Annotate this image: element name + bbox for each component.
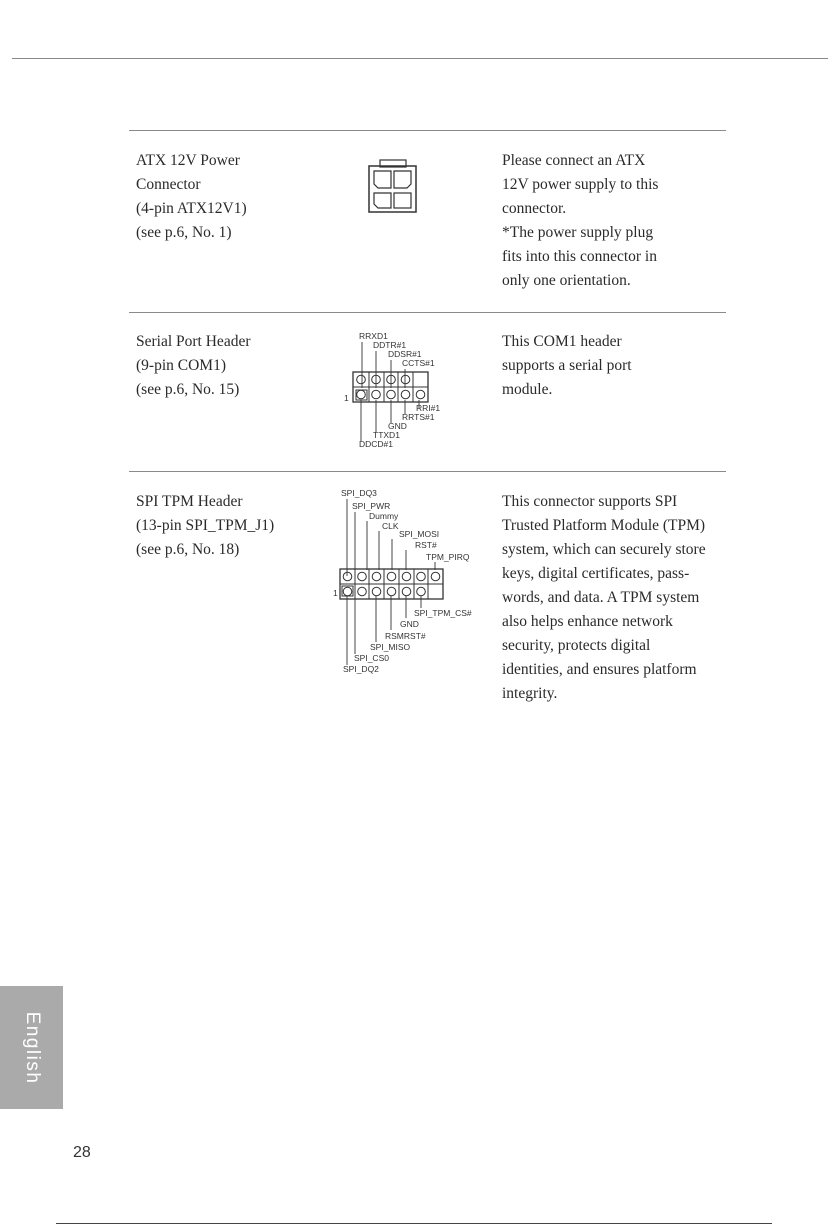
footer-rule bbox=[56, 1223, 772, 1224]
description-line: also helps enhance network bbox=[502, 613, 673, 630]
com1-description bbox=[502, 330, 632, 402]
title-line: (see p.6, No. 1) bbox=[136, 224, 232, 241]
pin-circle bbox=[402, 572, 411, 581]
atx12v-description bbox=[502, 149, 658, 293]
pin-label: SPI_DQ3 bbox=[341, 488, 377, 498]
pin-label: SPI_CS0 bbox=[354, 653, 389, 663]
connector-housing bbox=[369, 166, 416, 212]
description-line: This COM1 header bbox=[502, 333, 622, 350]
pin-label: SPI_MOSI bbox=[399, 529, 440, 539]
pin1-label: 1 bbox=[333, 588, 338, 598]
section-divider bbox=[129, 130, 726, 131]
pin-label: GND bbox=[400, 619, 419, 629]
pin-circle bbox=[416, 390, 425, 399]
pin-label: RST# bbox=[415, 540, 437, 550]
pin-circle bbox=[372, 587, 381, 596]
pin-label: RRI#1 bbox=[416, 403, 441, 413]
description-line: Please connect an ATX bbox=[502, 152, 646, 169]
title-line: Serial Port Header bbox=[136, 333, 251, 350]
pin-circle bbox=[357, 375, 366, 384]
pin-circle bbox=[402, 587, 411, 596]
title-line: (see p.6, No. 18) bbox=[136, 541, 240, 558]
description-line: identities, and ensures platform bbox=[502, 661, 697, 678]
title-line: ATX 12V Power bbox=[136, 152, 240, 169]
description-line: module. bbox=[502, 381, 553, 398]
description-line: supports a serial port bbox=[502, 357, 632, 374]
title-line: (9-pin COM1) bbox=[136, 357, 226, 374]
section-divider bbox=[129, 471, 726, 472]
connector-pin-rounded bbox=[374, 171, 391, 188]
pin-label: DDCD#1 bbox=[359, 439, 394, 449]
pin-circle bbox=[343, 587, 352, 596]
description-line: system, which can securely store bbox=[502, 541, 706, 558]
pin-circle bbox=[358, 587, 367, 596]
pin-label: RRTS#1 bbox=[402, 412, 435, 422]
pin-circle bbox=[401, 390, 410, 399]
pin-circle bbox=[372, 572, 381, 581]
connector-pin-rounded bbox=[374, 193, 391, 208]
pin1-label: 1 bbox=[344, 393, 349, 403]
spi-tpm-title bbox=[136, 490, 274, 562]
description-line: words, and data. A TPM system bbox=[502, 589, 700, 606]
title-line: (4-pin ATX12V1) bbox=[136, 200, 247, 217]
title-line: (see p.6, No. 15) bbox=[136, 381, 240, 398]
language-tab bbox=[0, 986, 63, 1109]
title-line: Connector bbox=[136, 176, 201, 193]
pin-label: TTXD1 bbox=[373, 430, 400, 440]
pin-circle bbox=[387, 572, 396, 581]
pin-label: DDSR#1 bbox=[388, 349, 422, 359]
description-line: integrity. bbox=[502, 685, 558, 702]
pin-label: CCTS#1 bbox=[402, 358, 435, 368]
description-line: keys, digital certificates, pass- bbox=[502, 565, 690, 582]
pin-label: DDTR#1 bbox=[373, 340, 407, 350]
description-line: only one orientation. bbox=[502, 272, 631, 289]
pin-circle bbox=[358, 572, 367, 581]
pin-circle bbox=[417, 572, 426, 581]
pin-circle bbox=[343, 572, 352, 581]
title-line: (13-pin SPI_TPM_J1) bbox=[136, 517, 275, 534]
description-line: 12V power supply to this bbox=[502, 176, 659, 193]
com1-title bbox=[136, 330, 251, 402]
pin-circle bbox=[417, 587, 426, 596]
com1-header-diagram bbox=[330, 328, 470, 453]
pin-label: Dummy bbox=[369, 511, 399, 521]
description-line: Trusted Platform Module (TPM) bbox=[502, 517, 706, 534]
description-line: connector. bbox=[502, 200, 567, 217]
connector-pin-square bbox=[394, 193, 411, 208]
pin-label: SPI_DQ2 bbox=[343, 664, 379, 674]
pin-label: RRXD1 bbox=[359, 331, 388, 341]
pin-label: TPM_PIRQ bbox=[426, 552, 470, 562]
section-divider bbox=[129, 312, 726, 313]
spi-tpm-header-diagram bbox=[330, 484, 490, 678]
title-line: SPI TPM Header bbox=[136, 493, 243, 510]
description-line: security, protects digital bbox=[502, 637, 651, 654]
header-rule bbox=[12, 58, 828, 59]
spi-tpm-description bbox=[502, 490, 706, 706]
pin-label: CLK bbox=[382, 521, 399, 531]
pin-circle bbox=[357, 390, 366, 399]
pin-label: RSMRST# bbox=[385, 631, 426, 641]
pin-label: GND bbox=[388, 421, 407, 431]
pin-label: SPI_MISO bbox=[370, 642, 411, 652]
description-line: fits into this connector in bbox=[502, 248, 657, 265]
atx12v-title bbox=[136, 149, 247, 245]
connector-pin-rounded bbox=[394, 171, 411, 188]
pin-circle bbox=[387, 587, 396, 596]
pin-circle bbox=[372, 390, 381, 399]
page-number: 28 bbox=[73, 1144, 91, 1161]
description-line: This connector supports SPI bbox=[502, 493, 678, 510]
atx12v-connector-diagram bbox=[360, 155, 430, 217]
description-line: *The power supply plug bbox=[502, 224, 654, 241]
pin-label: SPI_PWR bbox=[352, 501, 391, 511]
pin-circle bbox=[431, 572, 440, 581]
pin-label: SPI_TPM_CS# bbox=[414, 608, 472, 618]
pin-circle bbox=[401, 375, 410, 384]
pin-circle bbox=[387, 390, 396, 399]
language-tab-label: English bbox=[21, 1011, 43, 1084]
